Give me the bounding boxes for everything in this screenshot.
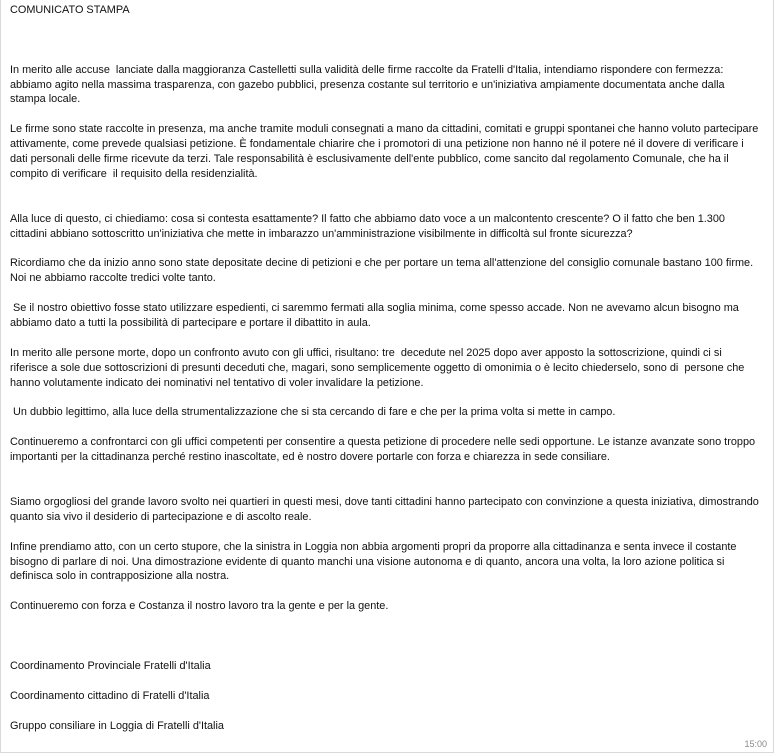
message-timestamp: 15:00 <box>744 739 767 749</box>
message-text: COMUNICATO STAMPA In merito alle accuse lanciate dalla maggioranza Castelletti sulla validità delle firme raccolte da Fratelli d'Italia, intendiamo rispondere con fermezza: abbiamo agito nella massima trasparenza, con gazebo pubblici, presenza costante sul territorio e un'iniziativa ampiamente documentata anche dalla stampa locale. Le firme sono state raccolte in presenza, ma anche tramite moduli consegnati a mano da cittadini, comitati e gruppi spontanei che hanno voluto partecipare attivamente, come prevede qualsiasi petizione. È fondamentale chiarire che i promotori di una petizione non hanno né il potere né il dovere di verificare i dati personali delle firme ricevute da terzi. Tale responsabilità è esclusivamente dell'ente pubblico, come sancito dal regolamento Comunale, che ha il compito di verificare il requisito della residenzialità. Alla luce di questo, ci chiediamo: cosa si contesta esattamente? Il fatto che abbiamo dato voce a un malcontento crescente? O il fatto che ben 1.300 cittadini abbiano sottoscritto un'iniziativa che mette in imbarazzo un'amministrazione visibilmente in difficoltà sul fronte sicurezza? Ricordiamo che da inizio anno sono state depositate decine di petizioni e che per portare un tema all'attenzione del consiglio comunale bastano 100 firme. Noi ne abbiamo raccolte tredici volte tanto. Se il nostro obiettivo fosse stato utilizzare espedienti, ci saremmo fermati alla soglia minima, come spesso accade. Non ne avevamo alcun bisogno ma abbiamo dato a tutti la possibilità di partecipare e portare il dibattito in aula. In merito alle persone morte, dopo un confronto avuto con gli uffici, risultano: tre decedute nel 2025 dopo aver apposto la sottoscrizione, quindi ci si riferisce a sole due sottoscrizioni di presunti deceduti che, magari, sono semplicemente oggetto di omonimia o è lecito chiederselo, sono di persone che hanno volutamente indicato dei nominativi nel tentativo di voler invalidare la petizione. Un dubbio legittimo, alla luce della strumentalizzazione che si sta cercando di fare e che per la prima volta si mette in campo. Continueremo a confrontarci con gli uffici competenti per consentire a questa petizione di procedere nelle sedi opportune. Le istanze avanzate sono troppo importanti per la cittadinanza perché restino inascoltate, ed è nostro dovere portarle con forza e chiarezza in sede consiliare. Siamo orgogliosi del grande lavoro svolto nei quartieri in questi mesi, dove tanti cittadini hanno partecipato con convinzione a questa iniziativa, dimostrando quanto sia vivo il desiderio di partecipazione e di ascolto reale. Infine prendiamo atto, con un certo stupore, che la sinistra in Loggia non abbia argomenti propri da proporre alla cittadinanza e senta invece il costante bisogno di parlare di noi. Una dimostrazione evidente di quanto manchi una visione autonoma e di quanto, ancora una volta, la loro azione politica si definisca solo in contrapposizione alla nostra. Continueremo con forza e Costanza il nostro lavoro tra la gente e per la gente. Coordinamento Provinciale Fratelli d'Italia Coordinamento cittadino di Fratelli d'Italia Gruppo consiliare in Loggia di Fratelli d'Italia <box>10 4 759 732</box>
